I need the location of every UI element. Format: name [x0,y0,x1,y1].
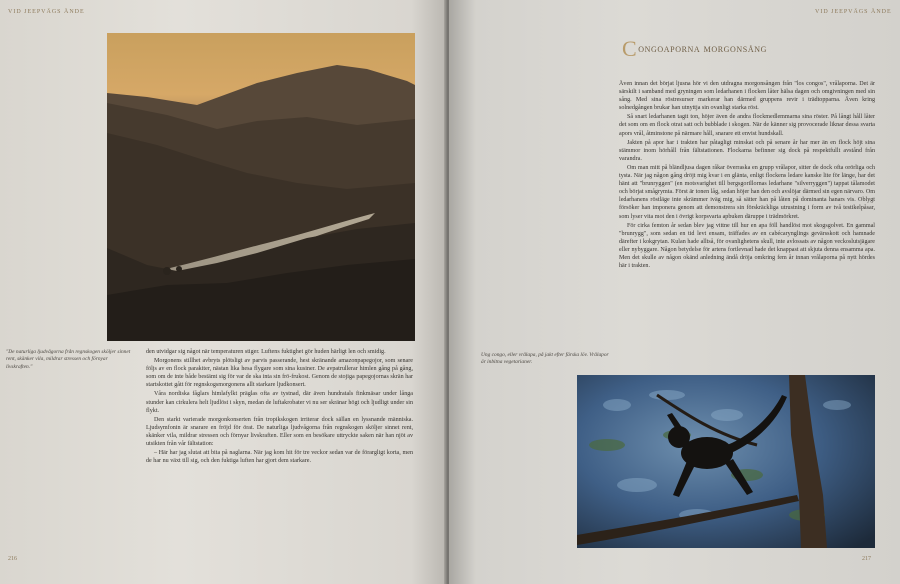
monkey-in-tree-photo [577,375,875,548]
paragraph: – Här har jag slutat att bita på naglarna. När jag kom hit för tre veckor sedan var de förargligt korta, men de har nu växt till sig, och den fuktiga luften har gjort dem starkare. [146,450,413,465]
paragraph: Om man mitt på bländljusa dagen råkar överraska en grupp vrålapor, sitter de dock ofta orörliga och tysta. När jag någon gång dröjt mig kvar i en glänta, enligt flockens ledare kanske lite för länge, har det hänt att "brunryggen" (en motsvarighet till bergsgorillornas ledarhane "silverryggen") tappat tålamodet och börjat smågrymta. Först är tonen låg, sedan höjer han den och avslöjar därmed sin egen närvaro. Om ledarhanens röstläge inte skrämmer iväg mig, så sätter han på låten på dominanta hanars vis. Oblygt försöker han imponera genom att demonstrera sin förskräckliga utrustning i form av två testikelpåsar, som lyser vita mot den i övrigt korpsvarta apbuken däruppe i trädmörkret. [619,164,875,220]
page-number-left: 216 [8,556,17,562]
paragraph: För cirka femton år sedan blev jag vittne till hur en apa föll handlöst mot skogsgolvet. En gammal "brunrygg", som sedan en tid levt ensam, träffades av en cabécarynglings gevärsskott och hamnade därefter i kokgrytan. Kulan hade alltså, för ovanlighetens skull, inte avlossats av någon veckoslutsjägare eller nybyggare. Någon betydelse för artens fortlevnad hade det knappast att skjuta denna ensamma apa. Men det skulle av någon okänd anledning ändå dröja omkring fem år innan vrålaporna på nytt hördes här i trakten. [619,222,875,270]
paragraph: Våra nordiska fåglars himlafylkt präglas ofta av tystnad, där även hundratals finkmäsar under långa stunder kan cirkulera helt ljudlöst i skyn, medan de luftakrobater vi nu ser skränar högt och ljudligt under sin flykt. [146,391,413,414]
paragraph: Morgonens stillhet avbryts plötsligt av parvis passerande, hest skränande amazonpapegojor, som senare följs av en flock parakiter, nästan lika hesa flygare som sina kusiner. De avpatrullerar himlen gång på gång, som om de inte både bestämt sig för var de ska inta sin frö-frukost. Genom de stojiga papegojornas skrän har startskottet gått för regnskogsmorgonens allt starkare ljudkonsert. [146,358,413,389]
running-head-right: VID JEEPVÄGS ÄNDE [815,9,892,15]
left-page [0,0,447,584]
paragraph: Så snart ledarhanen tagit ton, höjer även de andra flockmedlemmarna sina röster. På långt håll låter det som om en flock otrat satt och bubblade i skogen. När de känner sig provocerade liknar dessa svarta apors vrål, åtminstone på närmare håll, snarare ett envist hundskall. [619,114,875,137]
chapter-initial: C [622,36,638,61]
mountain-sunset-photo [107,33,415,341]
paragraph: Även innan det börjat ljusna hör vi den utdragna morgonsången från "los congos", vrålaporna. Det är särskilt i samband med gryningen som ledarhanen i flocken låter hälsa dagen och omgivningen med sin sång. Med sina röstresurser markerar han därmed gruppens revir i trädtopparna. Även kring solnedgången brukar han utnyttja sin ovanligt starka röst. [619,81,875,112]
paragraph: Den starkt varierade morgonkonserten från tropikskogen irriterar dock sällan en lyssnande människa. Ljudsymfonin är snarare en fröjd för örat. De naturliga ljudvågorna från regnskogen sköljer sinnet rent, skänker vila, mildrar stressen och förnyar livskraften. Eller som en besökare uttryckte saken när han njöt av utsikten från vår fältstation: [146,416,413,448]
running-head-left: VID JEEPVÄGS ÄNDE [8,9,85,15]
mountain-sunset-illustration [107,33,415,341]
monkey-in-tree-illustration [577,375,875,548]
chapter-title-text: ongoaporna morgonsång [638,43,767,55]
photo-caption-right: Ung congo, eller vrålapa, på jakt efter färska löv. Vrålapor är inbitna vegetarianer. [481,352,609,366]
body-text-right [619,80,875,372]
body-text-left [146,348,413,548]
page-number-right: 217 [862,556,871,562]
paragraph: den utvidgar sig något när temperaturen stiger. Luftens fuktighet gör huden härligt len och smidig. [146,349,386,355]
chapter-title [622,36,767,62]
photo-caption-left: "De naturliga ljudvågorna från regnskogen sköljer sinnet rent, skänker vila, mildrar stressen och förnyar livskraften." [6,349,131,370]
paragraph: Jakten på apor har i trakten har påtagligt minskat och på senare år har mer än en flock höjt sina stämmor inom hörhåll från fältstationen. Flockarna befinner sig dock på respektfullt avstånd från varandra. [619,139,875,162]
